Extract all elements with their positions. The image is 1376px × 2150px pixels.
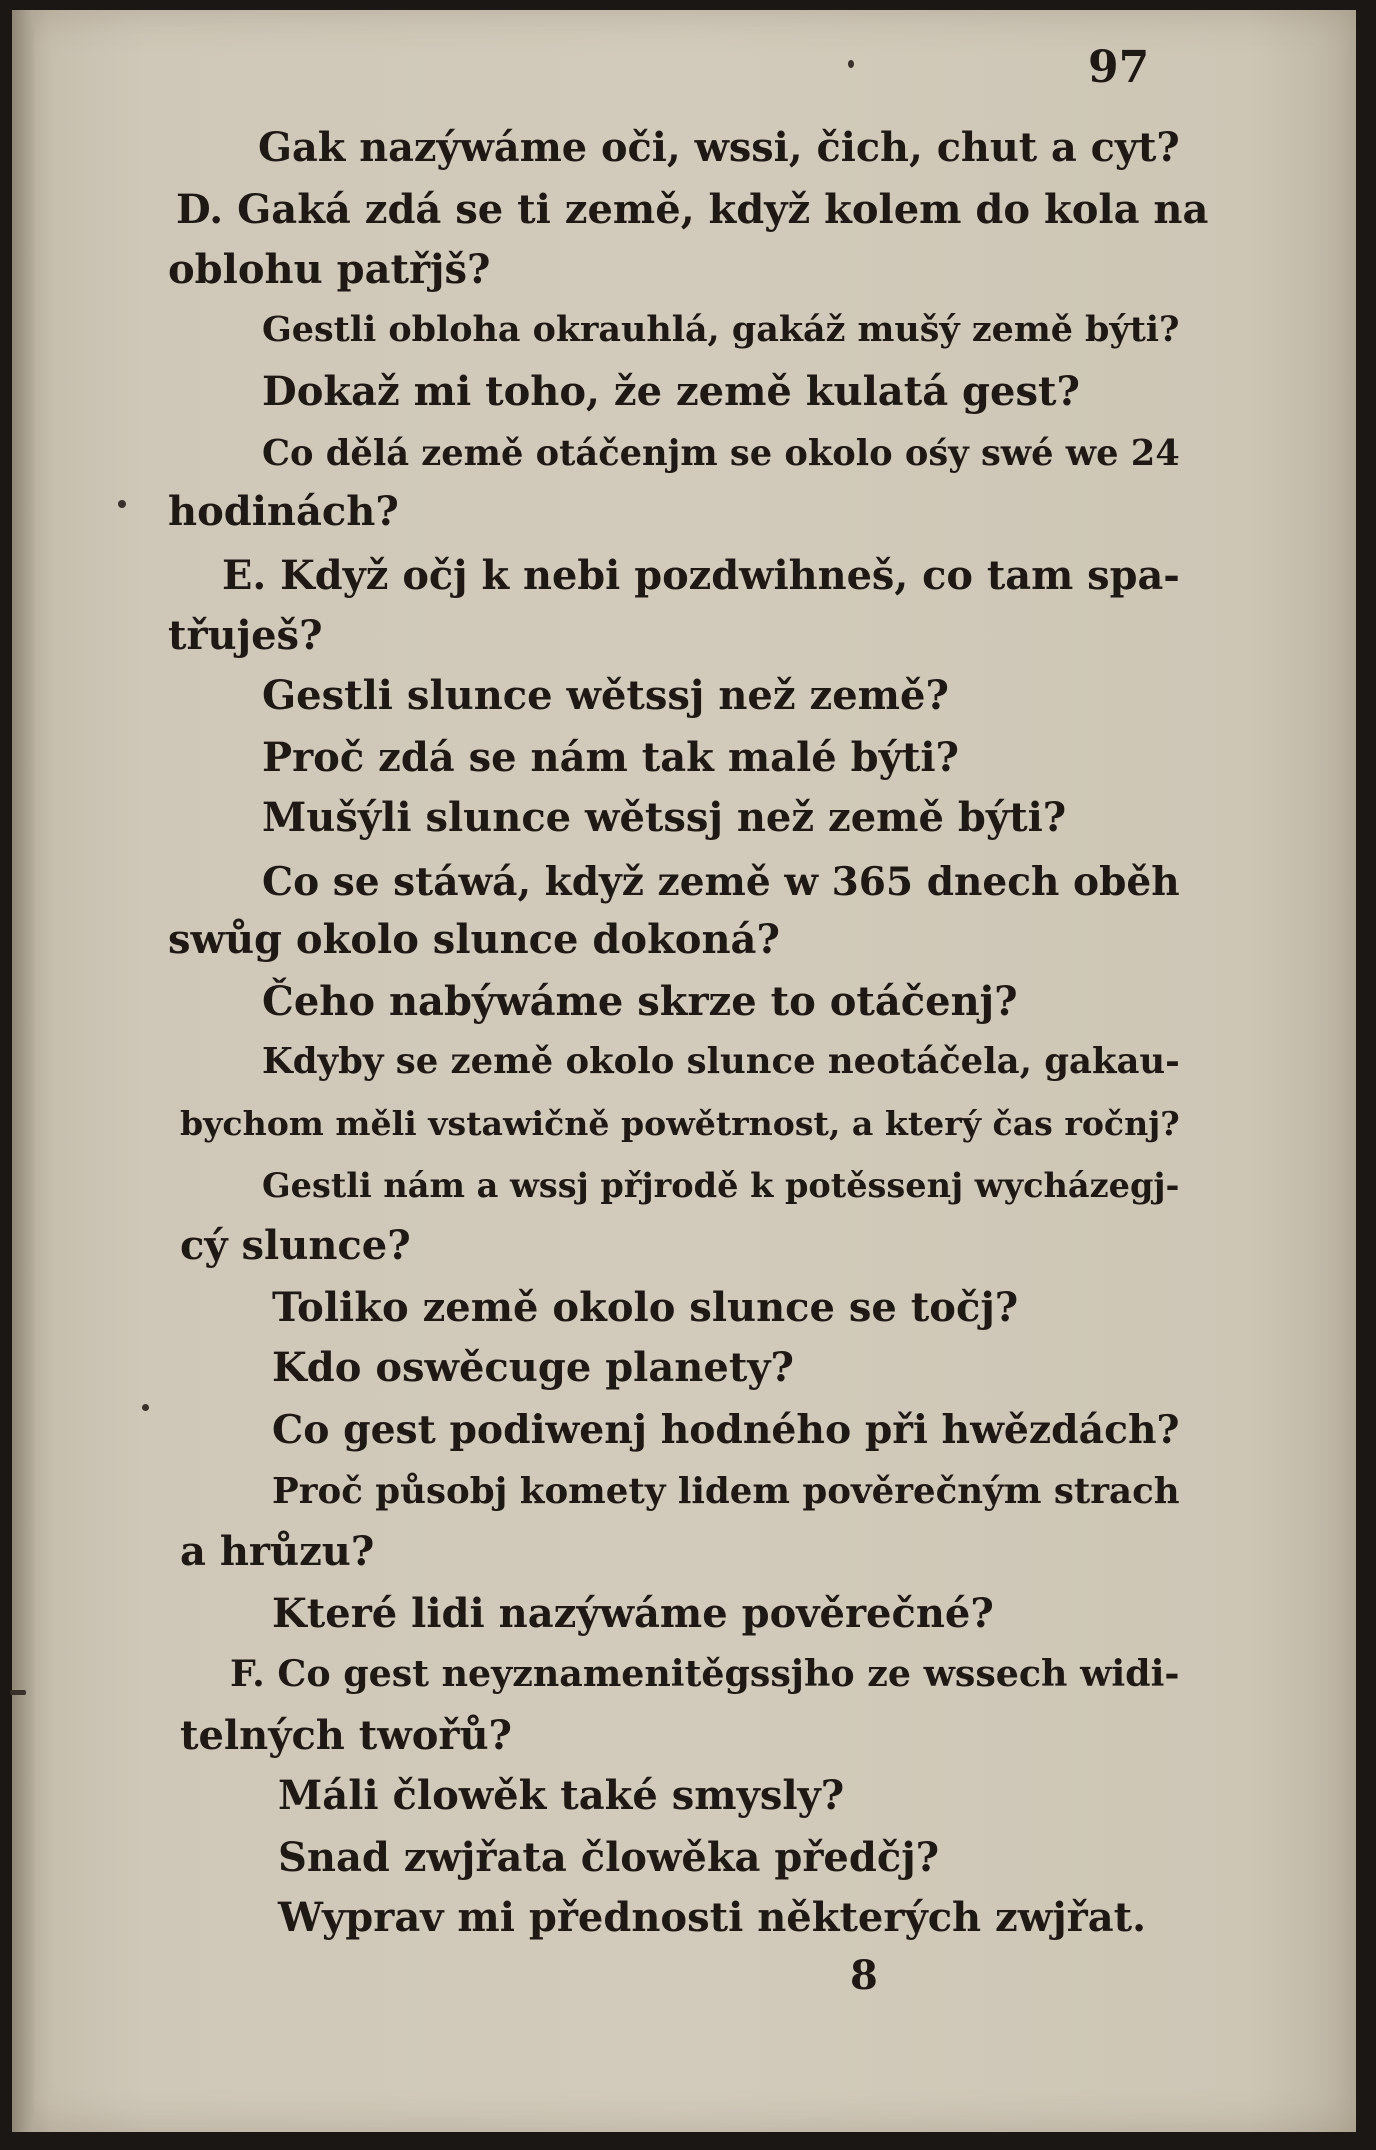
text-line: F. Co gest neyznamenitěgssjho ze wssech widi- xyxy=(230,1652,1180,1695)
text-line: bychom měli vstawičně powětrnost, a který čas ročnj? xyxy=(180,1104,1180,1143)
text-line: třuješ? xyxy=(168,612,323,659)
ink-speck xyxy=(142,1404,149,1411)
text-line: Snad zwjřata člowěka předčj? xyxy=(278,1834,940,1881)
text-line: hodinách? xyxy=(168,488,399,535)
text-line: Proč zdá se nám tak malé býti? xyxy=(262,734,959,781)
text-line: Wyprav mi přednosti některých zwjřat. xyxy=(278,1894,1147,1941)
text-line: Gak nazýwáme oči, wssi, čich, chut a cyt? xyxy=(258,125,1180,171)
ink-speck xyxy=(118,500,126,508)
signature-mark: 8 xyxy=(850,1952,878,1999)
ink-speck xyxy=(848,60,854,68)
text-line: telných twořů? xyxy=(180,1712,512,1759)
text-line: oblohu patřjš? xyxy=(168,246,491,293)
page-number: 97 xyxy=(1088,42,1150,93)
text-line: Co se stáwá, když země w 365 dnech oběh xyxy=(262,859,1180,905)
text-line: cý slunce? xyxy=(180,1222,411,1269)
ink-speck xyxy=(10,1690,26,1695)
text-line: swůg okolo slunce dokoná? xyxy=(168,916,780,963)
text-line: a hrůzu? xyxy=(180,1528,375,1575)
text-line: Proč působj komety lidem pověrečným strach xyxy=(272,1471,1180,1512)
text-line xyxy=(176,186,1209,233)
text-line: Gestli slunce wětssj než země? xyxy=(262,672,949,719)
text-line: Gestli nám a wssj přjrodě k potěssenj wycházegj- xyxy=(262,1166,1180,1205)
text-line: Kdyby se země okolo slunce neotáčela, gakau- xyxy=(262,1041,1180,1082)
text-line-segment: D. Gaká zdá se ti země, když kolem do kola na xyxy=(176,186,1209,233)
text-line: Co gest podiwenj hodného při hwězdách? xyxy=(272,1407,1180,1453)
text-line: E. Když očj k nebi pozdwihneš, co tam spa- xyxy=(222,553,1180,599)
text-line: Mušýli slunce wětssj než země býti? xyxy=(262,794,1067,841)
text-line: Gestli obloha okrauhlá, gakáž mušý země býti? xyxy=(262,309,1180,350)
text-line: Dokaž mi toho, že země kulatá gest? xyxy=(262,368,1080,415)
text-line: Čeho nabýwáme skrze to otáčenj? xyxy=(262,978,1018,1025)
text-line: Které lidi nazýwáme pověrečné? xyxy=(272,1590,994,1637)
text-line: Máli člowěk také smysly? xyxy=(278,1772,845,1819)
text-line: Kdo oswěcuge planety? xyxy=(272,1344,794,1391)
text-line: Toliko země okolo slunce se točj? xyxy=(272,1284,1019,1331)
text-line: Co dělá země otáčenjm se okolo ośy swé we 24 xyxy=(262,433,1180,474)
